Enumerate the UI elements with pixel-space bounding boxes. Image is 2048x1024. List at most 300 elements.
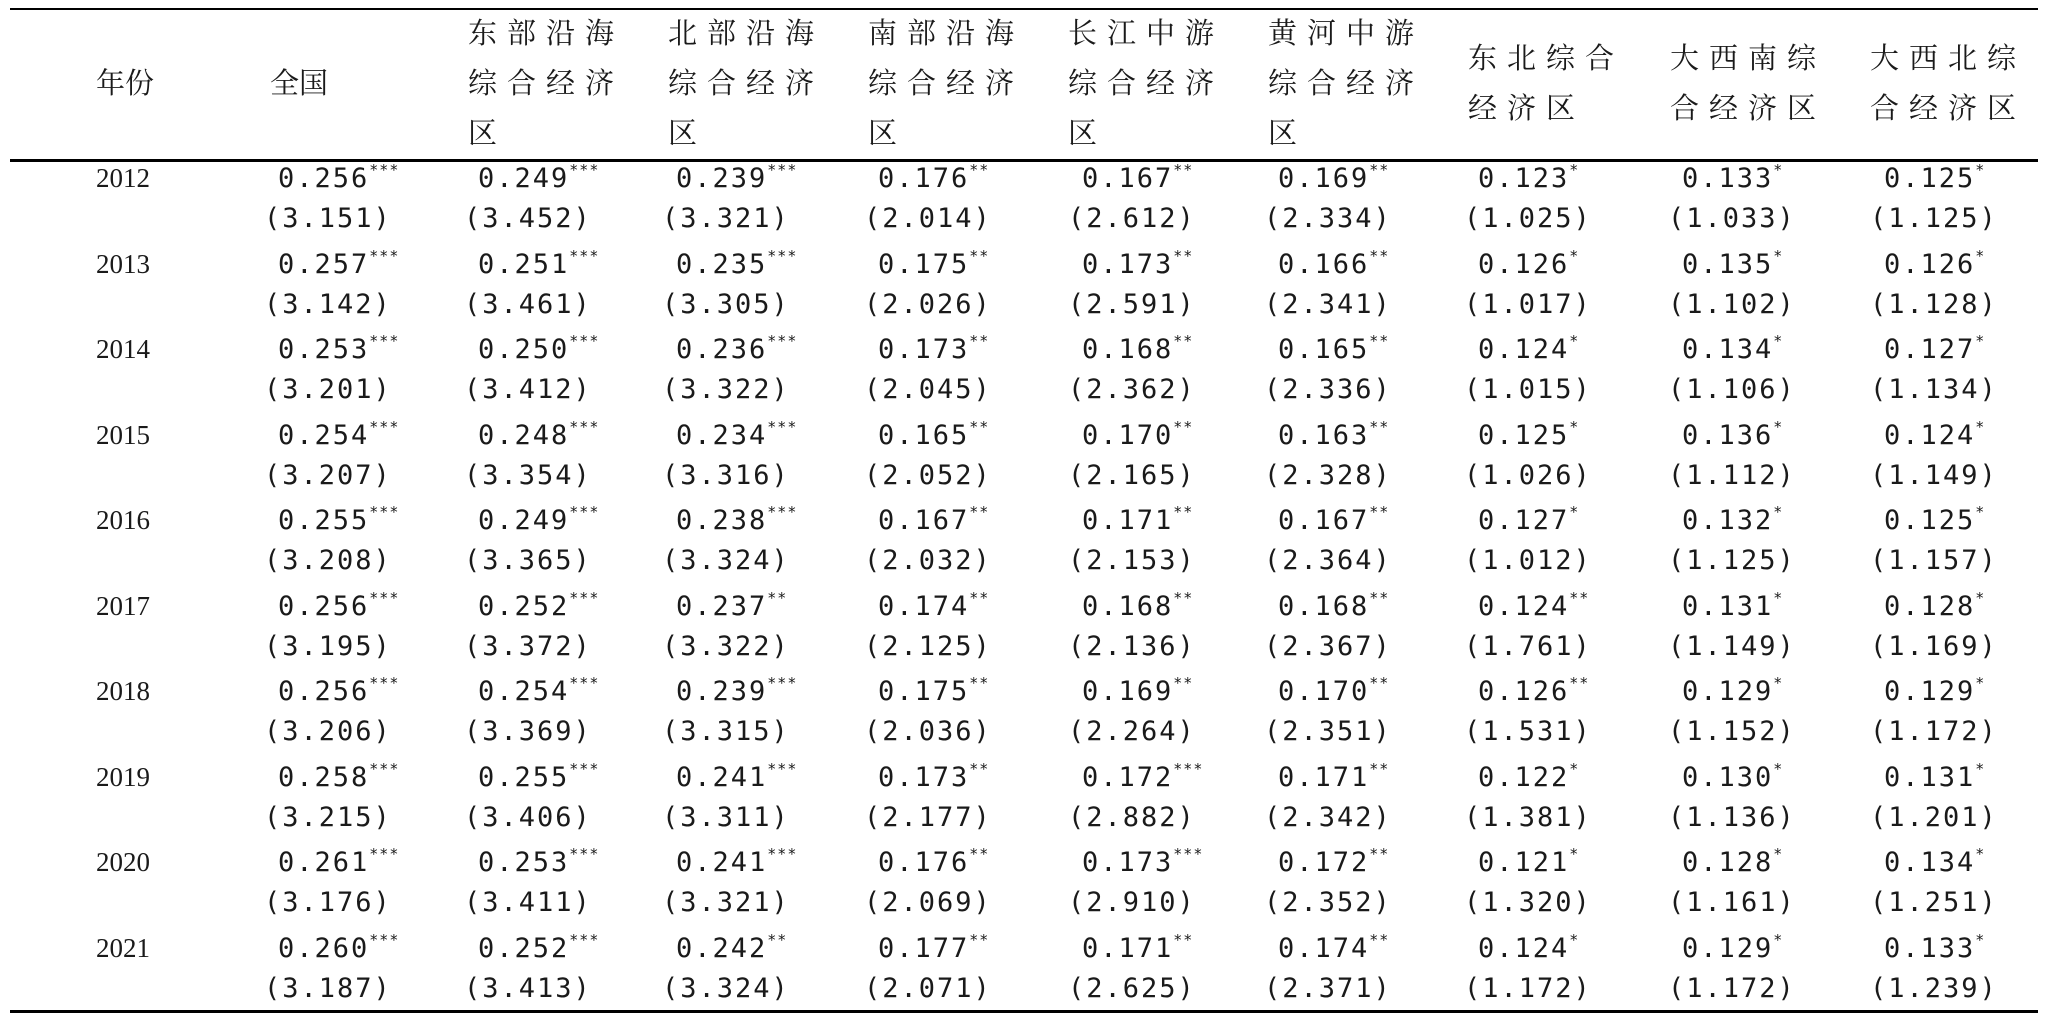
significance-stars: **	[1369, 246, 1390, 265]
coefficient-value: 0.253	[478, 847, 570, 878]
year-cell: 2014	[96, 334, 150, 364]
coefficient-value: 0.255	[278, 505, 370, 536]
significance-stars: **	[969, 417, 990, 436]
coefficient-cell	[478, 246, 600, 280]
coefficient-value: 0.129	[1884, 676, 1976, 707]
significance-stars: ***	[369, 332, 400, 350]
significance-stars: *	[1975, 417, 1986, 436]
t-statistic-cell: (2.014)	[864, 203, 992, 234]
significance-stars: ***	[569, 161, 600, 179]
column-header	[270, 8, 328, 158]
t-statistic-cell: (3.305)	[662, 288, 790, 320]
coefficient-cell	[278, 759, 400, 793]
significance-stars: **	[1369, 674, 1390, 692]
coefficient-value: 0.239	[676, 676, 768, 707]
significance-stars: **	[969, 759, 990, 778]
coefficient-cell	[1682, 417, 1784, 451]
coefficient-cell	[878, 246, 990, 280]
coefficient-cell	[676, 163, 797, 194]
coefficient-value: 0.252	[478, 932, 570, 964]
t-statistic-cell: (2.371)	[1264, 972, 1392, 1004]
column-header-line: 综合经济	[1068, 66, 1225, 100]
significance-stars: *	[1569, 930, 1580, 949]
significance-stars: **	[1173, 161, 1194, 179]
coefficient-value: 0.251	[478, 248, 570, 280]
significance-stars: ***	[369, 759, 400, 778]
coefficient-value: 0.167	[1082, 163, 1174, 194]
coefficient-value: 0.169	[1082, 676, 1174, 707]
significance-stars: ***	[569, 503, 600, 521]
significance-stars: **	[969, 845, 990, 863]
coefficient-value: 0.135	[1682, 248, 1774, 280]
coefficient-cell	[1478, 334, 1579, 365]
coefficient-cell	[676, 334, 797, 365]
coefficient-cell	[1278, 334, 1389, 365]
column-header-line: 区	[1068, 116, 1108, 150]
coefficient-value: 0.255	[478, 761, 570, 793]
coefficient-value: 0.170	[1278, 676, 1370, 707]
coefficient-cell	[1682, 505, 1783, 536]
coefficient-value: 0.163	[1278, 419, 1370, 451]
significance-stars: *	[1569, 161, 1580, 179]
coefficient-value: 0.168	[1082, 590, 1174, 622]
column-header	[1468, 8, 1624, 158]
coefficient-value: 0.254	[478, 676, 570, 707]
year-cell: 2021	[96, 932, 150, 963]
coefficient-value: 0.174	[1278, 932, 1370, 964]
coefficient-cell	[1682, 163, 1783, 194]
coefficient-value: 0.173	[1082, 248, 1174, 280]
coefficient-value: 0.241	[676, 847, 768, 878]
column-header-line: 东部沿海	[468, 16, 625, 50]
significance-stars: ***	[369, 845, 400, 863]
significance-stars: *	[1773, 674, 1784, 692]
column-header-line: 大西南综	[1670, 41, 1827, 75]
significance-stars: **	[969, 503, 990, 521]
significance-stars: **	[1369, 930, 1390, 949]
significance-stars: *	[1975, 930, 1986, 949]
t-statistic-cell: (2.071)	[864, 972, 992, 1004]
t-statistic-cell: (3.324)	[662, 972, 790, 1004]
year-cell: 2016	[96, 505, 150, 535]
significance-stars: *	[1569, 503, 1580, 521]
coefficient-value: 0.249	[478, 163, 570, 194]
column-header-line: 长江中游	[1068, 16, 1225, 50]
t-statistic-cell: (2.032)	[864, 545, 992, 576]
coefficient-cell	[278, 505, 399, 536]
t-statistic-cell: (1.033)	[1668, 203, 1796, 234]
significance-stars: ***	[369, 246, 400, 265]
significance-stars: ***	[369, 930, 400, 949]
t-statistic-cell: (3.311)	[662, 801, 790, 833]
column-header-line: 北部沿海	[668, 16, 825, 50]
significance-stars: **	[767, 930, 788, 949]
significance-stars: *	[1773, 417, 1784, 436]
coefficient-cell	[676, 930, 788, 964]
significance-stars: **	[969, 674, 990, 692]
coefficient-value: 0.124	[1478, 932, 1570, 964]
coefficient-value: 0.129	[1682, 932, 1774, 964]
t-statistic-cell: (3.413)	[464, 972, 592, 1004]
year-cell: 2020	[96, 847, 150, 877]
coefficient-cell	[478, 930, 600, 964]
coefficient-value: 0.249	[478, 505, 570, 536]
coefficient-cell	[478, 417, 600, 451]
significance-stars: *	[1569, 417, 1580, 436]
coefficient-value: 0.241	[676, 761, 768, 793]
coefficient-value: 0.132	[1682, 505, 1774, 536]
significance-stars: *	[1975, 759, 1986, 778]
coefficient-cell	[1478, 676, 1589, 707]
coefficient-value: 0.123	[1478, 163, 1570, 194]
coefficient-cell	[1278, 930, 1390, 964]
coefficient-cell	[1082, 930, 1194, 964]
column-header-line: 区	[868, 116, 908, 150]
column-header-line: 合经济区	[1870, 91, 2027, 125]
coefficient-value: 0.134	[1682, 334, 1774, 365]
column-header	[1068, 8, 1224, 158]
coefficient-cell	[1278, 417, 1390, 451]
t-statistic-cell: (2.334)	[1264, 203, 1392, 234]
significance-stars: *	[1975, 503, 1986, 521]
significance-stars: **	[1173, 503, 1194, 521]
coefficient-cell	[676, 676, 797, 707]
t-statistic-cell: (2.364)	[1264, 545, 1392, 576]
coefficient-value: 0.256	[278, 676, 370, 707]
significance-stars: ***	[767, 503, 798, 521]
t-statistic-cell: (3.215)	[264, 801, 392, 833]
t-statistic-cell: (3.321)	[662, 887, 790, 918]
column-header-line: 综合经济	[468, 66, 625, 100]
column-header	[468, 8, 624, 158]
significance-stars: *	[1975, 246, 1986, 265]
coefficient-value: 0.131	[1682, 590, 1774, 622]
column-header-line: 区	[668, 116, 708, 150]
t-statistic-cell: (1.149)	[1668, 630, 1796, 662]
coefficient-cell	[676, 246, 798, 280]
significance-stars: ***	[569, 417, 600, 436]
coefficient-value: 0.124	[1478, 334, 1570, 365]
coefficient-cell	[1082, 334, 1193, 365]
coefficient-value: 0.237	[676, 590, 768, 622]
t-statistic-cell: (2.036)	[864, 716, 992, 747]
coefficient-value: 0.130	[1682, 761, 1774, 793]
year-cell: 2013	[96, 248, 150, 279]
coefficient-value: 0.127	[1478, 505, 1570, 536]
coefficient-cell	[878, 163, 989, 194]
coefficient-cell	[1682, 334, 1783, 365]
column-header	[1670, 8, 1826, 158]
coefficient-value: 0.133	[1682, 163, 1774, 194]
significance-stars: *	[1975, 332, 1986, 350]
t-statistic-cell: (3.412)	[464, 374, 592, 405]
coefficient-cell	[478, 334, 599, 365]
significance-stars: **	[1173, 674, 1194, 692]
coefficient-cell	[278, 334, 399, 365]
coefficient-value: 0.128	[1884, 590, 1976, 622]
t-statistic-cell: (2.177)	[864, 801, 992, 833]
t-statistic-cell: (1.134)	[1870, 374, 1998, 405]
coefficient-value: 0.165	[878, 419, 970, 451]
significance-stars: **	[1369, 417, 1390, 436]
significance-stars: *	[1975, 674, 1986, 692]
coefficient-cell	[1082, 505, 1193, 536]
significance-stars: **	[1173, 332, 1194, 350]
significance-stars: **	[969, 332, 990, 350]
significance-stars: **	[1173, 246, 1194, 265]
significance-stars: ***	[569, 759, 600, 778]
t-statistic-cell: (2.026)	[864, 288, 992, 320]
coefficient-cell	[878, 334, 989, 365]
coefficient-value: 0.252	[478, 590, 570, 622]
t-statistic-cell: (3.207)	[264, 459, 392, 491]
coefficient-cell	[1682, 847, 1783, 878]
t-statistic-cell: (2.069)	[864, 887, 992, 918]
column-header-line: 黄河中游	[1268, 16, 1425, 50]
t-statistic-cell: (3.354)	[464, 459, 592, 491]
coefficient-value: 0.173	[878, 761, 970, 793]
coefficient-cell	[1884, 505, 1985, 536]
coefficient-value: 0.234	[676, 419, 768, 451]
t-statistic-cell: (2.625)	[1068, 972, 1196, 1004]
t-statistic-cell: (3.406)	[464, 801, 592, 833]
t-statistic-cell: (2.336)	[1264, 374, 1392, 405]
coefficient-value: 0.261	[278, 847, 370, 878]
coefficient-cell	[1682, 930, 1784, 964]
coefficient-cell	[1884, 676, 1985, 707]
significance-stars: ***	[369, 503, 400, 521]
t-statistic-cell: (3.452)	[464, 203, 592, 234]
t-statistic-cell: (2.351)	[1264, 716, 1392, 747]
significance-stars: **	[1369, 503, 1390, 521]
significance-stars: ***	[767, 332, 798, 350]
significance-stars: *	[1773, 930, 1784, 949]
coefficient-value: 0.125	[1884, 505, 1976, 536]
coefficient-value: 0.250	[478, 334, 570, 365]
t-statistic-cell: (1.201)	[1870, 801, 1998, 833]
coefficient-value: 0.125	[1478, 419, 1570, 451]
coefficient-cell	[1082, 759, 1204, 793]
coefficient-cell	[676, 588, 788, 622]
coefficient-cell	[478, 588, 600, 622]
significance-stars: ***	[767, 161, 798, 179]
t-statistic-cell: (1.112)	[1668, 459, 1796, 491]
coefficient-value: 0.170	[1082, 419, 1174, 451]
t-statistic-cell: (1.381)	[1464, 801, 1592, 833]
t-statistic-cell: (1.125)	[1668, 545, 1796, 576]
column-header-line: 经济区	[1468, 91, 1586, 125]
coefficient-cell	[1082, 676, 1193, 707]
significance-stars: *	[1569, 845, 1580, 863]
t-statistic-cell: (3.201)	[264, 374, 392, 405]
significance-stars: ***	[767, 759, 798, 778]
coefficient-cell	[1278, 505, 1389, 536]
significance-stars: **	[1569, 588, 1590, 607]
t-statistic-cell: (1.157)	[1870, 545, 1998, 576]
coefficient-value: 0.254	[278, 419, 370, 451]
significance-stars: *	[1569, 759, 1580, 778]
coefficient-cell	[1478, 759, 1580, 793]
coefficient-cell	[1884, 163, 1985, 194]
significance-stars: *	[1773, 332, 1784, 350]
coefficient-cell	[278, 676, 399, 707]
significance-stars: **	[1369, 845, 1390, 863]
coefficient-cell	[1884, 417, 1986, 451]
column-header-line: 大西北综	[1870, 41, 2027, 75]
coefficient-cell	[878, 505, 989, 536]
column-header	[668, 8, 824, 158]
coefficient-value: 0.256	[278, 163, 370, 194]
coefficient-value: 0.167	[1278, 505, 1370, 536]
significance-stars: ***	[767, 246, 798, 265]
coefficient-cell	[878, 930, 990, 964]
t-statistic-cell: (3.461)	[464, 288, 592, 320]
coefficient-cell	[1278, 759, 1390, 793]
coefficient-value: 0.248	[478, 419, 570, 451]
coefficient-cell	[676, 505, 797, 536]
coefficient-value: 0.136	[1682, 419, 1774, 451]
column-header-line: 区	[468, 116, 508, 150]
coefficient-value: 0.168	[1278, 590, 1370, 622]
coefficient-cell	[1478, 163, 1579, 194]
coefficient-value: 0.175	[878, 248, 970, 280]
coefficient-cell	[1478, 588, 1590, 622]
significance-stars: *	[1773, 246, 1784, 265]
coefficient-value: 0.166	[1278, 248, 1370, 280]
t-statistic-cell: (2.125)	[864, 630, 992, 662]
coefficient-cell	[278, 246, 400, 280]
column-header	[1268, 8, 1424, 158]
coefficient-cell	[1884, 847, 1985, 878]
significance-stars: **	[1173, 930, 1194, 949]
coefficient-cell	[1884, 334, 1985, 365]
coefficient-cell	[278, 417, 400, 451]
t-statistic-cell: (2.165)	[1068, 459, 1196, 491]
coefficient-cell	[1278, 676, 1389, 707]
t-statistic-cell: (1.320)	[1464, 887, 1592, 918]
coefficient-cell	[1682, 588, 1784, 622]
t-statistic-cell: (2.352)	[1264, 887, 1392, 918]
coefficient-value: 0.125	[1884, 163, 1976, 194]
significance-stars: **	[1369, 332, 1390, 350]
t-statistic-cell: (1.251)	[1870, 887, 1998, 918]
coefficient-cell	[1478, 246, 1580, 280]
significance-stars: ***	[369, 161, 400, 179]
t-statistic-cell: (3.411)	[464, 887, 592, 918]
t-statistic-cell: (3.316)	[662, 459, 790, 491]
coefficient-cell	[878, 417, 990, 451]
column-header-line: 年份	[96, 66, 155, 100]
t-statistic-cell: (3.315)	[662, 716, 790, 747]
year-cell: 2019	[96, 761, 150, 792]
year-cell: 2017	[96, 590, 150, 621]
coefficient-value: 0.173	[878, 334, 970, 365]
coefficient-cell	[878, 676, 989, 707]
significance-stars: ***	[569, 930, 600, 949]
significance-stars: ***	[767, 417, 798, 436]
significance-stars: ***	[369, 417, 400, 436]
t-statistic-cell: (2.910)	[1068, 887, 1196, 918]
significance-stars: ***	[569, 588, 600, 607]
t-statistic-cell: (1.172)	[1870, 716, 1998, 747]
coefficient-value: 0.172	[1082, 761, 1174, 793]
coefficient-cell	[1082, 163, 1193, 194]
coefficient-value: 0.176	[878, 847, 970, 878]
t-statistic-cell: (1.172)	[1668, 972, 1796, 1004]
significance-stars: **	[767, 588, 788, 607]
coefficient-value: 0.175	[878, 676, 970, 707]
coefficient-cell	[1884, 930, 1986, 964]
column-header	[96, 8, 154, 158]
significance-stars: *	[1569, 246, 1580, 265]
coefficient-cell	[676, 759, 798, 793]
coefficient-cell	[878, 588, 990, 622]
coefficient-value: 0.239	[676, 163, 768, 194]
coefficient-value: 0.174	[878, 590, 970, 622]
coefficient-value: 0.177	[878, 932, 970, 964]
coefficient-value: 0.169	[1278, 163, 1370, 194]
significance-stars: **	[969, 161, 990, 179]
column-header-line: 全国	[270, 66, 329, 100]
coefficient-cell	[1884, 588, 1986, 622]
coefficient-cell	[1682, 246, 1784, 280]
coefficient-cell	[878, 847, 989, 878]
coefficient-cell	[1082, 417, 1194, 451]
coefficient-cell	[1478, 505, 1579, 536]
t-statistic-cell: (1.239)	[1870, 972, 1998, 1004]
coefficient-value: 0.165	[1278, 334, 1370, 365]
coefficient-value: 0.133	[1884, 932, 1976, 964]
column-header-line: 综合经济	[868, 66, 1025, 100]
t-statistic-cell: (3.142)	[264, 288, 392, 320]
significance-stars: **	[1173, 588, 1194, 607]
t-statistic-cell: (1.017)	[1464, 288, 1592, 320]
coefficient-cell	[278, 847, 399, 878]
t-statistic-cell: (3.372)	[464, 630, 592, 662]
coefficient-cell	[278, 163, 399, 194]
t-statistic-cell: (3.322)	[662, 374, 790, 405]
column-header-line: 合经济区	[1670, 91, 1827, 125]
t-statistic-cell: (2.612)	[1068, 203, 1196, 234]
coefficient-cell	[1478, 930, 1580, 964]
coefficient-value: 0.256	[278, 590, 370, 622]
t-statistic-cell: (2.342)	[1264, 801, 1392, 833]
t-statistic-cell: (3.365)	[464, 545, 592, 576]
significance-stars: *	[1773, 588, 1784, 607]
significance-stars: **	[1369, 759, 1390, 778]
t-statistic-cell: (1.531)	[1464, 716, 1592, 747]
coefficient-value: 0.171	[1278, 761, 1370, 793]
coefficient-value: 0.260	[278, 932, 370, 964]
t-statistic-cell: (1.761)	[1464, 630, 1592, 662]
significance-stars: ***	[369, 588, 400, 607]
significance-stars: *	[1773, 845, 1784, 863]
coefficient-cell	[1884, 759, 1986, 793]
t-statistic-cell: (1.161)	[1668, 887, 1796, 918]
t-statistic-cell: (3.324)	[662, 545, 790, 576]
significance-stars: ***	[767, 845, 798, 863]
coefficient-cell	[1278, 163, 1389, 194]
t-statistic-cell: (1.149)	[1870, 459, 1998, 491]
coefficient-value: 0.253	[278, 334, 370, 365]
t-statistic-cell: (1.026)	[1464, 459, 1592, 491]
column-header-line: 南部沿海	[868, 16, 1025, 50]
coefficient-value: 0.242	[676, 932, 768, 964]
t-statistic-cell: (3.206)	[264, 716, 392, 747]
year-cell: 2018	[96, 676, 150, 706]
coefficient-cell	[1082, 246, 1194, 280]
coefficient-value: 0.122	[1478, 761, 1570, 793]
